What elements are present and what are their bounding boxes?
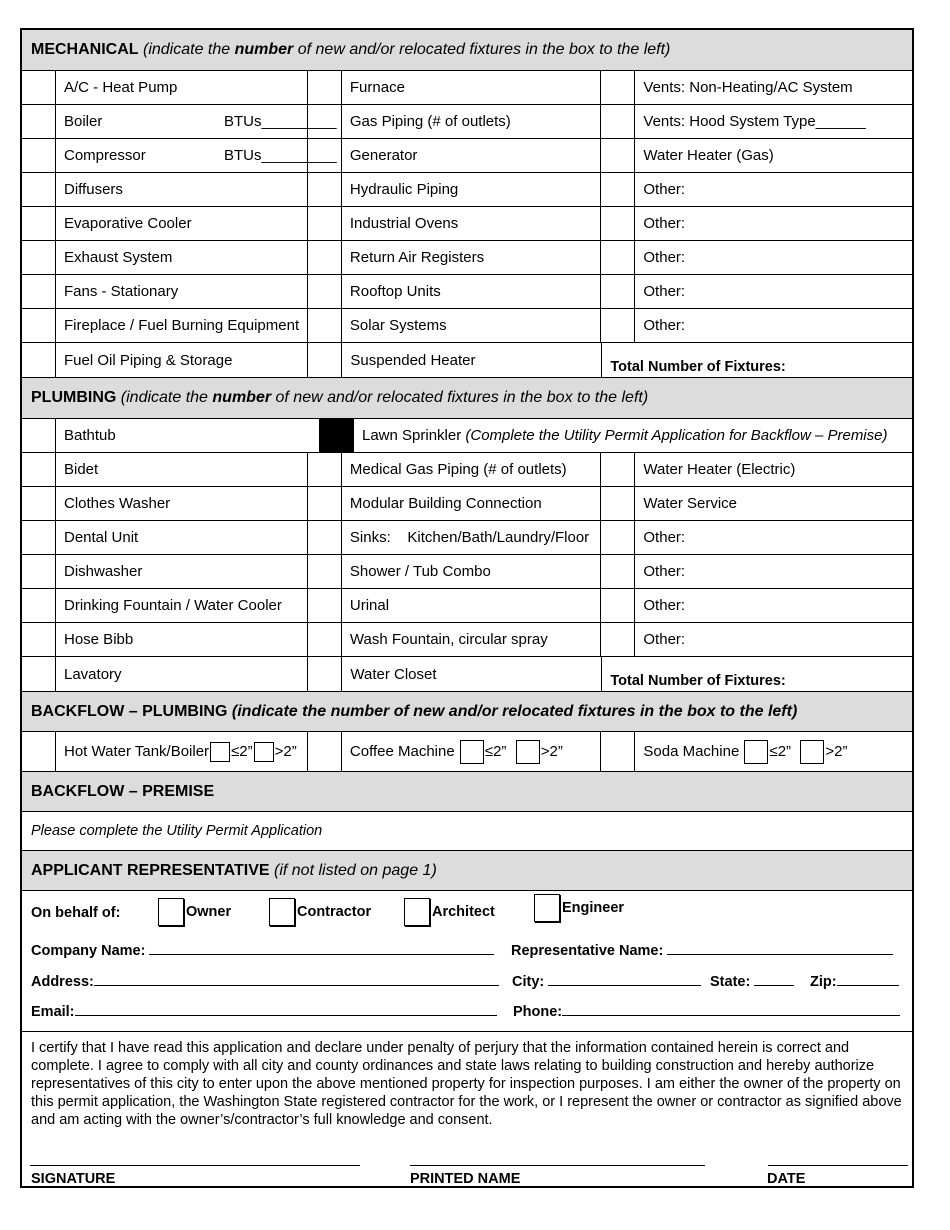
fixture-name: Hose Bibb — [64, 631, 134, 648]
fixture-name: Water Heater (Electric) — [643, 461, 796, 478]
architect-option[interactable] — [404, 898, 495, 926]
fixture-name: Evaporative Cooler — [64, 215, 192, 232]
fixture-count-box[interactable] — [308, 71, 342, 104]
table-row — [22, 555, 912, 589]
zip-label: Zip: — [810, 974, 837, 990]
state-label: State: — [710, 974, 751, 990]
zip-blank[interactable] — [837, 971, 899, 986]
coffee-machine-count-box[interactable] — [308, 732, 342, 771]
applicant-title: APPLICANT REPRESENTATIVE — [31, 861, 270, 879]
fixture-count-box[interactable] — [601, 71, 635, 104]
soda-machine-le2-label: ≤2” — [769, 743, 792, 760]
fixture-label — [56, 275, 308, 308]
fixture-label — [635, 589, 912, 622]
state-blank[interactable] — [754, 971, 794, 986]
fixture-name: Fuel Oil Piping & Storage — [64, 351, 233, 369]
contractor-option[interactable] — [269, 898, 371, 926]
fixture-count-box[interactable] — [601, 487, 635, 520]
email-field[interactable] — [31, 1001, 497, 1020]
lawn-sprinkler-label — [354, 419, 912, 452]
hot-water-tank-gt2-checkbox[interactable] — [254, 742, 274, 762]
fixture-label — [342, 71, 602, 104]
company-name-label: Company Name: — [31, 943, 146, 959]
contractor-checkbox[interactable] — [269, 898, 295, 926]
contractor-label: Contractor — [297, 903, 372, 920]
table-row — [22, 275, 912, 309]
fixture-name: Boiler — [64, 113, 103, 130]
fixture-name: Fans - Stationary — [64, 283, 179, 300]
fixture-name: Fireplace / Fuel Burning Equipment — [64, 317, 300, 334]
engineer-option[interactable] — [534, 894, 624, 922]
fixture-count-box[interactable] — [601, 589, 635, 622]
signature-line[interactable] — [30, 1165, 360, 1166]
fixture-label — [342, 207, 602, 240]
architect-checkbox[interactable] — [404, 898, 430, 926]
table-row — [22, 241, 912, 275]
fixture-name: Modular Building Connection — [349, 495, 542, 512]
fixture-name: Vents: Non-Heating/AC System — [643, 79, 853, 96]
fixture-name: Wash Fountain, circular spray — [349, 631, 548, 648]
printed-name-label: PRINTED NAME — [410, 1171, 521, 1187]
company-name-blank[interactable] — [149, 940, 494, 955]
city-blank[interactable] — [548, 971, 701, 986]
fixture-count-box[interactable] — [22, 343, 56, 377]
coffee-machine-le2-checkbox[interactable] — [460, 740, 484, 764]
city-field[interactable] — [512, 971, 701, 990]
fixture-label — [56, 623, 308, 656]
fixture-count-box[interactable] — [308, 487, 342, 520]
fixture-count-box[interactable] — [22, 555, 56, 588]
backflow-plumbing-header — [22, 692, 912, 732]
fixture-name: Water Heater (Gas) — [643, 147, 774, 164]
fixture-count-box[interactable] — [601, 521, 635, 554]
fixture-label — [342, 343, 602, 377]
mechanical-note-bold: number — [234, 41, 294, 58]
table-row — [22, 105, 912, 139]
soda-machine-gt2-label: >2” — [825, 743, 848, 760]
soda-machine-gt2-checkbox[interactable] — [800, 740, 824, 764]
fixture-name: Bidet — [64, 461, 99, 478]
fixture-count-box[interactable] — [601, 241, 635, 274]
table-row — [22, 453, 912, 487]
fixture-name: Urinal — [349, 597, 390, 614]
fixture-count-box[interactable] — [308, 555, 342, 588]
fixture-count-box[interactable] — [22, 657, 56, 691]
fixture-label — [56, 241, 308, 274]
fixture-name: Shower / Tub Combo — [349, 563, 491, 580]
fixture-count-box[interactable] — [22, 71, 56, 104]
fixture-count-box[interactable] — [308, 343, 342, 377]
backflow-plumbing-row — [22, 732, 912, 772]
fixture-label — [56, 139, 337, 172]
fixture-label — [635, 521, 912, 554]
email-blank[interactable] — [75, 1001, 497, 1016]
plumbing-table — [22, 419, 912, 692]
mechanical-note-post: of new and/or relocated fixtures in the box to the left) — [293, 41, 671, 58]
fixture-name: Dishwasher — [64, 563, 143, 580]
fixture-name: Medical Gas Piping (# of outlets) — [349, 461, 567, 478]
printed-name-line[interactable] — [410, 1165, 705, 1166]
fixture-count-box[interactable] — [308, 309, 342, 342]
plumbing-header — [22, 378, 912, 419]
fixture-count-box[interactable] — [308, 453, 342, 486]
behalf-label: On behalf of: — [31, 905, 121, 921]
fixture-label — [56, 343, 308, 377]
fixture-count-box[interactable] — [308, 521, 342, 554]
fixture-name: Generator — [349, 147, 418, 164]
fixture-label — [342, 309, 602, 342]
fixture-label — [635, 173, 912, 206]
coffee-machine-gt2-label: >2” — [540, 743, 563, 760]
fixture-name: Water Closet — [350, 665, 437, 683]
fixture-label — [635, 487, 912, 520]
fixture-label — [342, 275, 602, 308]
fixture-name: Dental Unit — [64, 529, 139, 546]
fixture-name: Vents: Hood System Type______ — [643, 113, 866, 130]
representative-name-label: Representative Name: — [511, 943, 664, 959]
fixture-label — [56, 521, 308, 554]
coffee-machine-label: Coffee Machine — [349, 743, 455, 760]
address-blank[interactable] — [94, 971, 499, 986]
fixture-count-box[interactable] — [601, 105, 635, 138]
table-row — [22, 589, 912, 623]
fixture-label — [635, 275, 912, 308]
table-row — [22, 521, 912, 555]
blocked-box — [320, 419, 354, 452]
plumbing-note-post: of new and/or relocated fixtures in the box to the left) — [271, 389, 649, 406]
lawn-sprinkler-name: Lawn Sprinkler — [362, 427, 462, 444]
fixture-label — [56, 207, 308, 240]
fixture-name: Other: — [643, 631, 686, 648]
date-label: DATE — [767, 1171, 806, 1187]
applicant-section — [22, 891, 912, 1032]
backflow-plumbing-title: BACKFLOW – PLUMBING — [31, 702, 228, 720]
mechanical-total-label: Total Number of Fixtures: — [610, 359, 786, 375]
fixture-label — [635, 71, 912, 104]
fixture-count-box[interactable] — [601, 207, 635, 240]
fixture-count-box[interactable] — [22, 487, 56, 520]
fixture-label — [635, 207, 912, 240]
applicant-header — [22, 851, 912, 891]
fixture-count-box[interactable] — [308, 623, 342, 656]
fixture-label — [56, 657, 308, 691]
plumbing-title: PLUMBING — [31, 389, 117, 406]
plumbing-total-label: Total Number of Fixtures: — [610, 673, 786, 689]
fixture-name: Compressor — [64, 147, 146, 164]
fixture-count-box[interactable] — [308, 207, 342, 240]
fixture-count-box[interactable] — [22, 623, 56, 656]
fixture-count-box[interactable] — [601, 309, 635, 342]
phone-blank[interactable] — [562, 1001, 900, 1016]
table-row — [22, 343, 912, 377]
fixture-name: Rooftop Units — [349, 283, 441, 300]
table-row — [22, 71, 912, 105]
fixture-label — [56, 71, 308, 104]
table-row — [22, 309, 912, 343]
fixture-name: Other: — [643, 181, 686, 198]
fixture-count-box[interactable] — [601, 555, 635, 588]
fixture-label — [342, 521, 602, 554]
coffee-machine-item — [342, 732, 602, 771]
fixture-label — [342, 657, 602, 691]
state-field[interactable] — [710, 971, 794, 990]
plumbing-note-bold: number — [212, 389, 272, 406]
fixture-count-box[interactable] — [601, 173, 635, 206]
email-label: Email: — [31, 1004, 75, 1020]
fixture-count-box[interactable] — [22, 207, 56, 240]
table-row — [22, 139, 912, 173]
architect-label: Architect — [432, 903, 495, 920]
fixture-count-box[interactable] — [22, 419, 56, 452]
fixture-label — [342, 487, 602, 520]
fixture-count-box[interactable] — [308, 241, 342, 274]
address-field[interactable] — [31, 971, 499, 990]
certification-section — [22, 1032, 912, 1186]
fixture-label — [342, 623, 602, 656]
fixture-count-box[interactable] — [22, 173, 56, 206]
city-label: City: — [512, 974, 545, 990]
fixture-label — [635, 105, 912, 138]
fixture-name: Diffusers — [64, 181, 123, 198]
permit-form — [20, 28, 914, 1188]
fixture-name: Bathtub — [64, 427, 116, 444]
fixture-name: Industrial Ovens — [349, 215, 459, 232]
fixture-label — [635, 555, 912, 588]
fixture-name: Furnace — [349, 79, 405, 96]
representative-name-field[interactable] — [511, 940, 893, 959]
soda-machine-count-box[interactable] — [601, 732, 635, 771]
fixture-count-box[interactable] — [22, 275, 56, 308]
fixture-name: Hydraulic Piping — [349, 181, 459, 198]
fixture-count-box[interactable] — [601, 453, 635, 486]
soda-machine-le2-checkbox[interactable] — [744, 740, 768, 764]
engineer-checkbox[interactable] — [534, 894, 560, 922]
mechanical-note-pre: (indicate the — [143, 41, 235, 58]
fixture-name: Exhaust System — [64, 249, 173, 266]
lawn-sprinkler-note: (Complete the Utility Permit Application for Backflow – Premise) — [465, 427, 888, 444]
soda-machine-item — [635, 732, 912, 771]
fixture-label — [635, 241, 912, 274]
backflow-premise-title: BACKFLOW – PREMISE — [31, 782, 215, 800]
fixture-label — [56, 173, 308, 206]
fixture-label — [635, 309, 912, 342]
table-row — [22, 657, 912, 691]
fixture-label — [342, 589, 602, 622]
fixture-name: Clothes Washer — [64, 495, 171, 512]
fixture-name: Other: — [643, 529, 686, 546]
fixture-label — [56, 453, 308, 486]
fixture-label — [56, 419, 320, 452]
backflow-plumbing-note: (indicate the number of new and/or relocated fixtures in the box to the left) — [231, 702, 798, 720]
hot-water-tank-count-box[interactable] — [22, 732, 56, 771]
fixture-count-box[interactable] — [22, 105, 56, 138]
fixture-name: Other: — [643, 597, 686, 614]
zip-field[interactable] — [810, 971, 899, 990]
fixture-label — [342, 139, 602, 172]
fixture-label — [342, 241, 602, 274]
phone-label: Phone: — [513, 1004, 563, 1020]
fixture-name: Gas Piping (# of outlets) — [349, 113, 511, 130]
owner-label: Owner — [186, 903, 232, 920]
fixture-label — [342, 173, 602, 206]
fixture-count-box[interactable] — [601, 623, 635, 656]
fixture-name: Solar Systems — [349, 317, 447, 334]
fixture-count-box[interactable] — [22, 241, 56, 274]
table-row — [22, 207, 912, 241]
soda-machine-label: Soda Machine — [643, 743, 740, 760]
fixture-label — [56, 105, 337, 138]
hot-water-tank-gt2-label: >2” — [274, 743, 297, 760]
btus-blank[interactable]: BTUs_________ — [224, 147, 337, 164]
fixture-name: Water Service — [643, 495, 738, 512]
applicant-note: (if not listed on page 1) — [274, 861, 437, 879]
fixture-count-box[interactable] — [601, 275, 635, 308]
engineer-label: Engineer — [562, 899, 625, 916]
fixture-count-box[interactable] — [22, 309, 56, 342]
fixture-label — [635, 453, 912, 486]
owner-option[interactable] — [158, 898, 231, 926]
plumbing-note-pre: (indicate the — [120, 389, 213, 406]
fixture-label — [342, 453, 602, 486]
representative-name-blank[interactable] — [667, 940, 893, 955]
backflow-premise-row — [22, 812, 912, 851]
backflow-premise-header — [22, 772, 912, 812]
btus-blank[interactable]: BTUs_________ — [224, 113, 337, 130]
coffee-machine-le2-label: ≤2” — [484, 743, 507, 760]
fixture-label — [635, 623, 912, 656]
hot-water-tank-le2-checkbox[interactable] — [210, 742, 230, 762]
fixture-count-box[interactable] — [22, 139, 56, 172]
fixture-count-box[interactable] — [308, 173, 342, 206]
hot-water-tank-item — [56, 732, 308, 771]
fixture-label — [342, 555, 602, 588]
date-line[interactable] — [768, 1165, 908, 1166]
fixture-name: Drinking Fountain / Water Cooler — [64, 597, 282, 614]
fixture-label — [56, 589, 308, 622]
fixture-count-box[interactable] — [22, 521, 56, 554]
fixture-name: Suspended Heater — [350, 351, 476, 369]
hot-water-tank-le2-label: ≤2” — [231, 743, 253, 760]
hot-water-tank-label: Hot Water Tank/Boiler — [64, 743, 210, 760]
fixture-name: Other: — [643, 215, 686, 232]
mechanical-header — [22, 30, 912, 71]
fixture-name: Other: — [643, 563, 686, 580]
table-row — [22, 419, 912, 453]
backflow-premise-note: Please complete the Utility Permit Application — [31, 823, 323, 839]
table-row — [22, 623, 912, 657]
fixture-name: Other: — [643, 317, 686, 334]
fixture-label — [56, 487, 308, 520]
fixture-label — [635, 139, 912, 172]
fixture-count-box[interactable] — [308, 589, 342, 622]
table-row — [22, 173, 912, 207]
fixture-name: Sinks: Kitchen/Bath/Laundry/Floor — [349, 529, 590, 546]
table-row — [22, 487, 912, 521]
mechanical-table — [22, 71, 912, 378]
fixture-label — [342, 105, 602, 138]
coffee-machine-gt2-checkbox[interactable] — [516, 740, 540, 764]
signature-label: SIGNATURE — [31, 1171, 116, 1187]
fixture-name: Return Air Registers — [349, 249, 485, 266]
address-label: Address: — [31, 974, 94, 990]
fixture-count-box[interactable] — [22, 589, 56, 622]
owner-checkbox[interactable] — [158, 898, 184, 926]
fixture-label — [56, 555, 308, 588]
fixture-name: Other: — [643, 283, 686, 300]
fixture-count-box[interactable] — [601, 139, 635, 172]
certification-text: I certify that I have read this application and declare under penalty of perjury that the information contained herein is correct and complete. I agree to comply with all city and county ordinances and state laws relating to building construction and hereby authorize representatives of this city to enter upon the above mentioned property for inspection purposes. I am either the owner of the property on this permit application, the Washington State registered contractor for the work, or I represent the owner or contractor as signified above and am acting with the owner’s/contractor’s full knowledge and consent. — [31, 1040, 902, 1128]
phone-field[interactable] — [513, 1001, 900, 1020]
company-name-field[interactable] — [31, 940, 494, 959]
fixture-name: Lavatory — [64, 665, 122, 683]
fixture-count-box[interactable] — [308, 657, 342, 691]
fixture-name: A/C - Heat Pump — [64, 79, 178, 96]
mechanical-title: MECHANICAL — [31, 41, 139, 58]
fixture-count-box[interactable] — [22, 453, 56, 486]
fixture-name: Other: — [643, 249, 686, 266]
fixture-label — [56, 309, 308, 342]
fixture-count-box[interactable] — [308, 275, 342, 308]
